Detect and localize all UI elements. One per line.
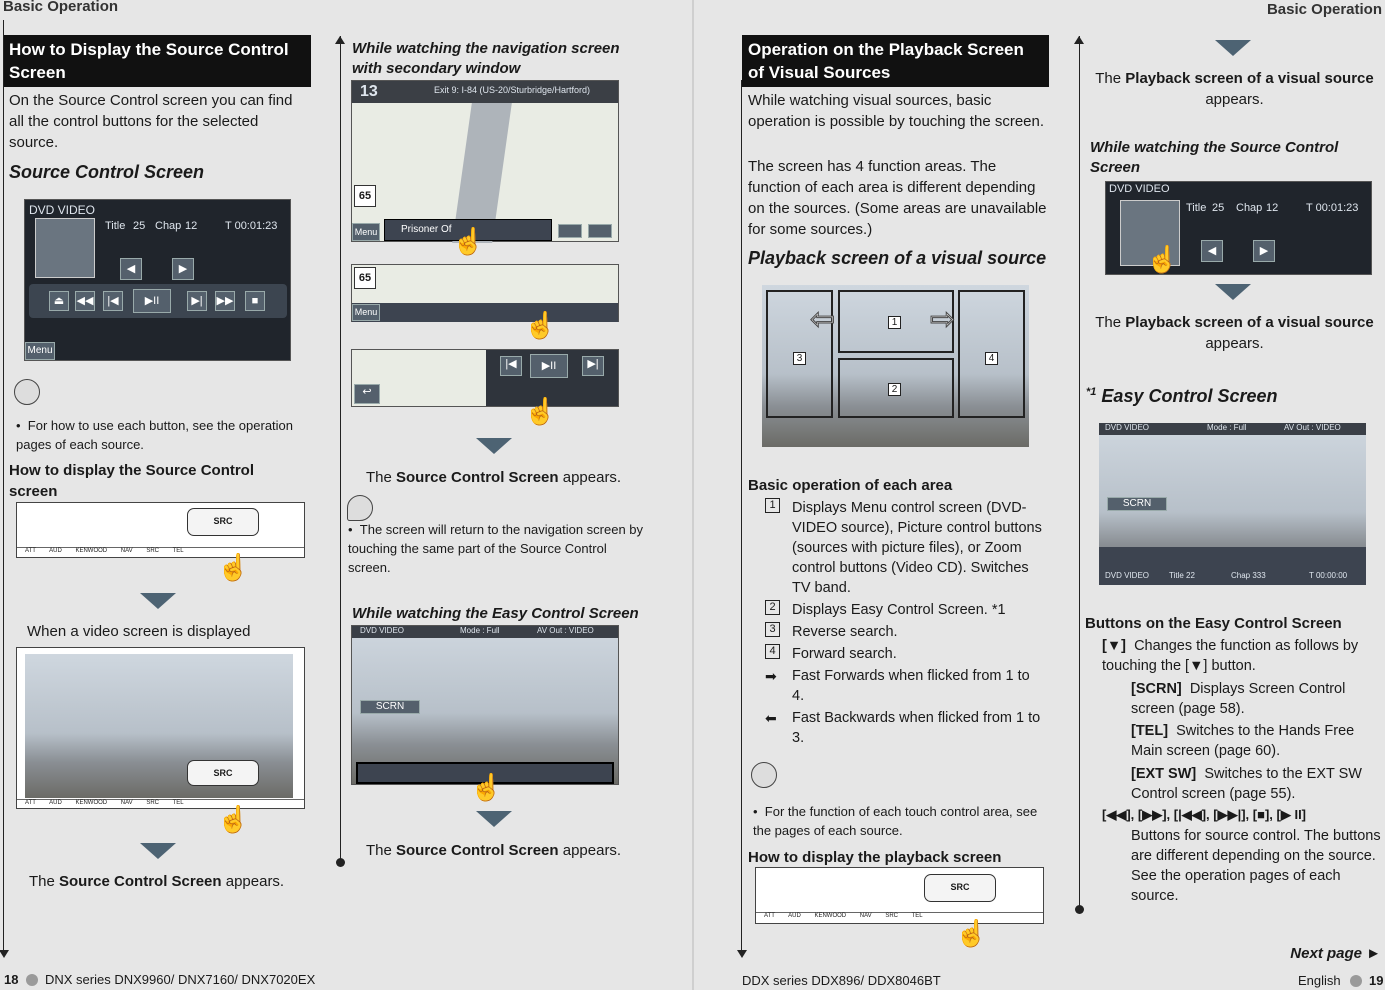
hand-pointer-icon: ☝ xyxy=(452,226,485,256)
area-3-label: 3 xyxy=(793,352,806,365)
right-section-title: Operation on the Playback Screen of Visual Sources xyxy=(742,35,1049,87)
left-tip: • For how to use each button, see the operation pages of each source. xyxy=(16,418,294,452)
left-tip-text: For how to use each button, see the operation pages of each source. xyxy=(16,418,294,452)
item-text: Fast Backwards when flicked from 1 to 3. xyxy=(792,710,1041,746)
playback-areas-screenshot xyxy=(762,285,1029,447)
item-text: Reverse search. xyxy=(792,624,898,640)
down-arrow-icon xyxy=(140,593,176,609)
flow-start-icon xyxy=(335,36,345,44)
device-strip-2: ATT AUD KENWOOD NAV SRC TEL xyxy=(17,799,304,809)
hand-pointer-icon: ☝ xyxy=(955,918,988,948)
right-intro-1: While watching visual sources, basic operation is possible by touching the screen. xyxy=(748,92,1045,130)
page-divider xyxy=(692,0,694,990)
footer-dot xyxy=(1350,975,1362,987)
item-mark: ⬅ xyxy=(765,710,777,726)
easy-dvd-right: DVD VIDEO xyxy=(1105,423,1150,432)
nav-exit-text: Exit 9: I-84 (US-20/Sturbridge/Hartford) xyxy=(434,85,591,95)
next-page-link[interactable]: Next page ► xyxy=(1290,945,1381,962)
easy-control-screenshot-right xyxy=(1099,423,1366,585)
next-button[interactable]: ▶ xyxy=(172,258,194,280)
tip-bulb-icon xyxy=(751,762,777,788)
area-item-list xyxy=(765,498,1055,748)
easy-av-out: AV Out : VIDEO xyxy=(537,626,594,635)
prev-button-right[interactable]: ◀ xyxy=(1201,240,1223,262)
left-howto-head: How to display the Source Control screen xyxy=(9,462,255,500)
nav-screenshot xyxy=(351,80,619,242)
sub-item-ext xyxy=(1131,764,1381,804)
item-mark: 3 xyxy=(765,622,780,637)
stop-button[interactable]: ■ xyxy=(245,291,265,311)
basic-op-head: Basic operation of each area xyxy=(748,477,953,494)
easy-dvd-label: DVD VIDEO xyxy=(360,626,405,635)
btn-v-desc xyxy=(1102,636,1384,676)
down-arrow-icon xyxy=(476,811,512,827)
sub-item-scrn xyxy=(1131,679,1381,719)
right-flow-line xyxy=(741,80,742,950)
easy-star: *1 xyxy=(1086,386,1097,398)
hand-pointer-icon: ☝ xyxy=(524,396,557,426)
down-arrow-icon xyxy=(1215,284,1251,300)
right-subhead: Playback screen of a visual source xyxy=(748,248,1047,268)
nav-play-button[interactable]: ▶II xyxy=(530,354,568,378)
chap-num-right: 12 xyxy=(1266,202,1279,214)
right-footer-series: DDX series DDX896/ DDX8046BT xyxy=(742,973,941,988)
menu-button[interactable]: Menu xyxy=(25,342,55,360)
src-button-1[interactable]: SRC xyxy=(187,508,259,536)
chap-label: Chap xyxy=(155,220,182,232)
device-panel-video xyxy=(16,647,305,809)
dvd-label: DVD VIDEO xyxy=(29,203,96,217)
speed-sign-2: 65 xyxy=(354,267,376,289)
left-intro: On the Source Control screen you can find all the control buttons for the selected source. xyxy=(9,92,293,151)
src-buttons-text: Buttons for source control. The buttons are different depending on the source. See the operation pages of each source. xyxy=(1131,828,1381,904)
playback-suffix: appears. xyxy=(1205,91,1264,108)
btn-v-text: Changes the function as follows by touching the [▼] button. xyxy=(1102,638,1359,674)
chap-number: 12 xyxy=(185,220,198,232)
appears-suffix: appears. xyxy=(558,469,622,486)
easy-footer-title: Title 22 xyxy=(1169,571,1195,580)
easy-head-text: Easy Control Screen xyxy=(1101,386,1278,406)
item-text: Displays Menu control screen (DVD-VIDEO source), Picture control buttons (sources with picture files), or Zoom control buttons (Video CD). Switches TV band. xyxy=(792,500,1042,596)
flow-arrow-icon xyxy=(0,950,9,958)
flow-start-icon xyxy=(1074,36,1084,44)
play-pause-button[interactable]: ▶II xyxy=(133,289,171,313)
appears-bold: Source Control Screen xyxy=(396,842,559,859)
appears-prefix: The xyxy=(366,469,397,486)
src-buttons-label: [◀◀], [▶▶], [|◀◀], [▶▶|], [■], [▶ II] xyxy=(1102,807,1307,822)
appears-bold: Source Control Screen xyxy=(59,873,222,890)
time-display: T 00:01:23 xyxy=(225,220,278,232)
rewind-button[interactable]: ◀◀ xyxy=(75,291,95,311)
col2-flow-line xyxy=(340,36,341,861)
area-1-label: 1 xyxy=(888,316,901,329)
item-mark: 4 xyxy=(765,644,780,659)
flow-end-dot xyxy=(1075,905,1084,914)
skip-forward-button[interactable]: ▶| xyxy=(187,291,207,311)
prev-button[interactable]: ◀ xyxy=(120,258,142,280)
area-4-label: 4 xyxy=(985,352,998,365)
flick-left-arrow-icon: ⇦ xyxy=(810,303,836,336)
sub-item-label: [SCRN] xyxy=(1131,681,1182,697)
flick-right-arrow-icon: ⇨ xyxy=(930,303,956,336)
item-text: Forward search. xyxy=(792,646,897,662)
easy-mode-right: Mode : Full xyxy=(1207,423,1247,432)
device-strip-1: ATT AUD KENWOOD NAV SRC TEL xyxy=(17,547,304,557)
scrn-button[interactable]: SCRN xyxy=(360,700,420,714)
src-button-2[interactable]: SRC xyxy=(187,760,259,786)
sub-item-text: Switches to the Hands Free Main screen (page 60). xyxy=(1131,723,1355,759)
appears-suffix: appears. xyxy=(558,842,622,859)
down-arrow-icon xyxy=(140,843,176,859)
easy-footer-chap: Chap 333 xyxy=(1231,571,1266,580)
appears-prefix: The xyxy=(366,842,397,859)
item-text: Displays Easy Control Screen. *1 xyxy=(792,602,1006,618)
area-2-label: 2 xyxy=(888,383,901,396)
hand-pointer-icon: ☝ xyxy=(217,552,250,582)
area-item xyxy=(765,600,1055,620)
src-button-3[interactable]: SRC xyxy=(924,874,996,902)
sub-item-text: Displays Screen Control screen (page 58). xyxy=(1131,681,1346,717)
buttons-head: Buttons on the Easy Control Screen xyxy=(1085,615,1342,632)
title-number: 25 xyxy=(133,220,146,232)
sub-item-text: Switches to the EXT SW Control screen (page 55). xyxy=(1131,766,1362,802)
source-control-screenshot xyxy=(24,199,291,361)
left-header: Basic Operation xyxy=(3,0,119,15)
left-subhead: Source Control Screen xyxy=(9,162,205,182)
right-intro-2: The screen has 4 function areas. The function of each area is different depending on the sources. (Some areas are unavailable for some sources.) xyxy=(748,158,1047,238)
easy-mode: Mode : Full xyxy=(460,626,500,635)
flow-arrow-icon xyxy=(737,950,747,958)
col4-flow-line xyxy=(1079,36,1080,908)
when-video-text: When a video screen is displayed xyxy=(27,623,251,640)
sub-item-label: [EXT SW] xyxy=(1131,766,1197,782)
nav-skip-forward-button[interactable]: ▶| xyxy=(582,356,604,376)
hand-pointer-icon: ☝ xyxy=(1146,244,1179,274)
left-page-number: 18 xyxy=(4,972,19,987)
nav-skip-back-button[interactable]: |◀ xyxy=(500,356,522,376)
playback-prefix: The xyxy=(1095,70,1126,87)
title-num-right: 25 xyxy=(1212,202,1225,214)
right-howto-head: How to display the playback screen xyxy=(748,849,1002,866)
playback-suffix: appears. xyxy=(1205,335,1264,352)
nav-menu-button-2[interactable]: Menu xyxy=(352,304,380,321)
nav-secondary-window[interactable]: Prisoner Of xyxy=(384,219,552,241)
title-label: Title xyxy=(105,220,126,232)
flow-end-dot xyxy=(336,858,345,867)
left-appears-1 xyxy=(29,871,284,892)
col2-head-1: While watching the navigation screen with secondary window xyxy=(352,40,620,77)
appears-prefix: The xyxy=(29,873,60,890)
right-tip-text: For the function of each touch control area, see the pages of each source. xyxy=(753,804,1038,838)
col2-note: • The screen will return to the navigation screen by touching the same part of the Source Control screen. xyxy=(348,522,644,575)
time-right: T 00:01:23 xyxy=(1306,202,1359,214)
area-item xyxy=(765,644,1055,664)
item-mark: 1 xyxy=(765,498,780,513)
device-panel-right xyxy=(755,867,1044,924)
footer-language: English xyxy=(1298,973,1341,988)
col2-appears-1 xyxy=(366,467,621,488)
hand-pointer-icon: ☝ xyxy=(470,772,503,802)
left-footer-series: DNX series DNX9960/ DNX7160/ DNX7020EX xyxy=(45,972,316,987)
note-icon xyxy=(347,495,373,521)
right-header: Basic Operation xyxy=(1266,1,1382,18)
appears-bold: Source Control Screen xyxy=(396,469,559,486)
nav-expanded-screenshot xyxy=(351,349,619,407)
nav-btn-a[interactable] xyxy=(558,224,582,238)
btn-v-label: [▼] xyxy=(1102,638,1127,654)
area-item xyxy=(765,708,1055,748)
title-label-right: Title xyxy=(1186,202,1207,214)
disc-thumbnail xyxy=(35,218,95,278)
area-item xyxy=(765,622,1055,642)
sub-item-tel xyxy=(1131,721,1381,761)
device-panel-1 xyxy=(16,502,305,558)
down-arrow-icon xyxy=(1215,40,1251,56)
col2-head-2: While watching the Easy Control Screen xyxy=(352,605,639,622)
playback-appears-2 xyxy=(1092,312,1377,354)
easy-av-right: AV Out : VIDEO xyxy=(1284,423,1341,432)
area-item xyxy=(765,498,1055,598)
device-strip-3: ATT AUD KENWOOD NAV SRC TEL xyxy=(756,912,1043,923)
skip-back-button[interactable]: |◀ xyxy=(103,291,123,311)
footer-dot xyxy=(26,974,38,986)
left-flow-line xyxy=(3,20,4,950)
hand-pointer-icon: ☝ xyxy=(217,804,250,834)
nav-back-button[interactable]: ↩ xyxy=(354,384,380,404)
item-mark: 2 xyxy=(765,600,780,615)
playback-prefix: The xyxy=(1095,314,1126,331)
dvd-label-right: DVD VIDEO xyxy=(1109,183,1170,195)
fast-forward-button[interactable]: ▶▶ xyxy=(215,291,235,311)
nav-menu-button[interactable]: Menu xyxy=(352,223,380,241)
right-page-number: 19 xyxy=(1369,973,1384,988)
easy-footer-dvd: DVD VIDEO xyxy=(1105,571,1150,580)
nav-btn-b[interactable] xyxy=(588,224,612,238)
nav-controls-screenshot xyxy=(351,264,619,322)
playback-bold: Playback screen of a visual source xyxy=(1125,70,1374,87)
item-mark: ➡ xyxy=(765,668,777,684)
tip-bulb-icon xyxy=(14,379,40,405)
sub-item-label: [TEL] xyxy=(1131,723,1169,739)
appears-suffix: appears. xyxy=(221,873,285,890)
right-tip: • For the function of each touch control area, see the pages of each source. xyxy=(753,804,1038,838)
chap-label-right: Chap xyxy=(1236,202,1263,214)
while-source-head: While watching the Source Control Screen xyxy=(1090,139,1339,176)
next-button-right[interactable]: ▶ xyxy=(1253,240,1275,262)
easy-footer-time: T 00:00:00 xyxy=(1309,571,1348,580)
scrn-button-right[interactable]: SCRN xyxy=(1107,497,1167,511)
col2-note-text: The screen will return to the navigation screen by touching the same part of the Source Control screen. xyxy=(348,522,644,575)
down-arrow-icon xyxy=(476,438,512,454)
easy-control-screenshot-left xyxy=(351,625,619,785)
left-section-title: How to Display the Source Control Screen xyxy=(3,35,311,87)
eject-button[interactable]: ⏏ xyxy=(49,291,69,311)
playback-bold: Playback screen of a visual source xyxy=(1125,314,1374,331)
nav-control-bar xyxy=(352,303,618,322)
hand-pointer-icon: ☝ xyxy=(524,310,557,340)
nav-distance: 13 xyxy=(360,83,378,100)
speed-sign: 65 xyxy=(354,185,376,207)
item-text: Fast Forwards when flicked from 1 to 4. xyxy=(792,668,1030,704)
col2-appears-2 xyxy=(366,840,621,861)
area-item xyxy=(765,666,1055,706)
playback-appears-1 xyxy=(1092,68,1377,110)
easy-control-head xyxy=(1086,386,1277,407)
